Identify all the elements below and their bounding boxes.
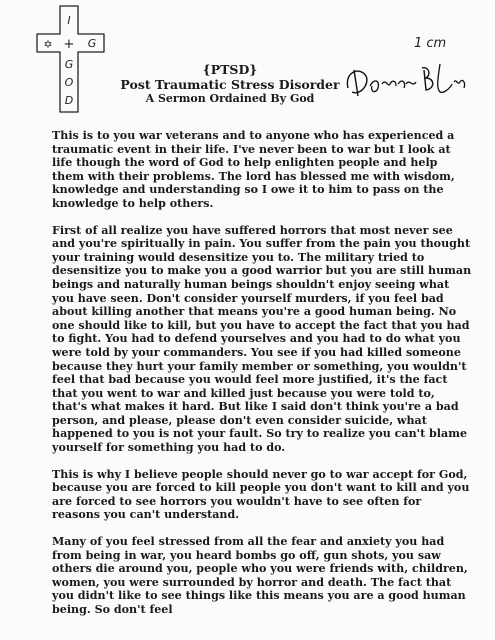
cross-letter-lower2: O [64, 76, 74, 89]
signature-icon [340, 48, 470, 108]
cross-letter-lower1: G [64, 58, 74, 71]
paragraph-4: Many of you feel stressed from all the fear and anxiety you had from being in war, you heard bombs go off, gun shots, you saw others die around you, people who you were friends with, children, women, you were surrounded by horror and death. The fact that you didn't like to see things like this means you are a good human being. So don't feel [52, 535, 468, 616]
signature [340, 48, 470, 108]
sermon-header [120, 62, 340, 106]
paragraph-1: This is to you war veterans and to anyone who has experienced a traumatic event in their life. I've never been to war but I look at life though the word of God to help enlighten people and help them with their problems. The lord has blessed me with wisdom, knowledge and understanding so I owe it to him to pass on the knowledge to help others. [52, 129, 455, 210]
cross-letter-top: I [67, 14, 71, 27]
page-title: Post Traumatic Stress Disorder [120, 77, 340, 92]
handwritten-note: 1 cm [414, 36, 447, 51]
cross-letter-lower3: D [64, 94, 74, 107]
sermon-body [52, 129, 473, 630]
star-of-david-icon: ✡ [43, 38, 53, 51]
cross-letter-right: G [87, 37, 97, 50]
paragraph-3: This is why I believe people should never go to war accept for God, because you are forced to kill people you don't want to kill and you are forced to see horrors you wouldn't have to see often for reasons you can't understand. [52, 467, 470, 522]
cross-icon [34, 4, 108, 116]
header-acronym: {PTSD} [202, 62, 258, 77]
page-subtitle: A Sermon Ordained By God [145, 92, 315, 105]
cross-letter-middle: + [63, 37, 75, 52]
cross-drawing [34, 4, 108, 116]
paragraph-2: First of all realize you have suffered horrors that most never see and you're spiritually in pain. You suffer from the pain you thought your training would desensitize you to. The military tried to desensitize you to make you a good warrior but you are still human beings and naturally human beings shouldn't enjoy seeing what you have seen. Don't consider yourself murders, if you feel bad about killing another that means you're a good human being. No one should like to kill, but you have to accept the fact that you had to fight. You had to defend yourselves and you had to do what you were told by your commanders. You see if you had killed someone because they hurt your family member or something, you wouldn't feel that bad because you would feel more justified, it's the fact that you went to war and killed just because you were told to, that's what makes it hard. But like I said don't think you're a bad person, and please, please don't even consider suicide, what happened to you is not your fault. So try to realize you can't blame yourself for something you had to do. [52, 223, 472, 455]
